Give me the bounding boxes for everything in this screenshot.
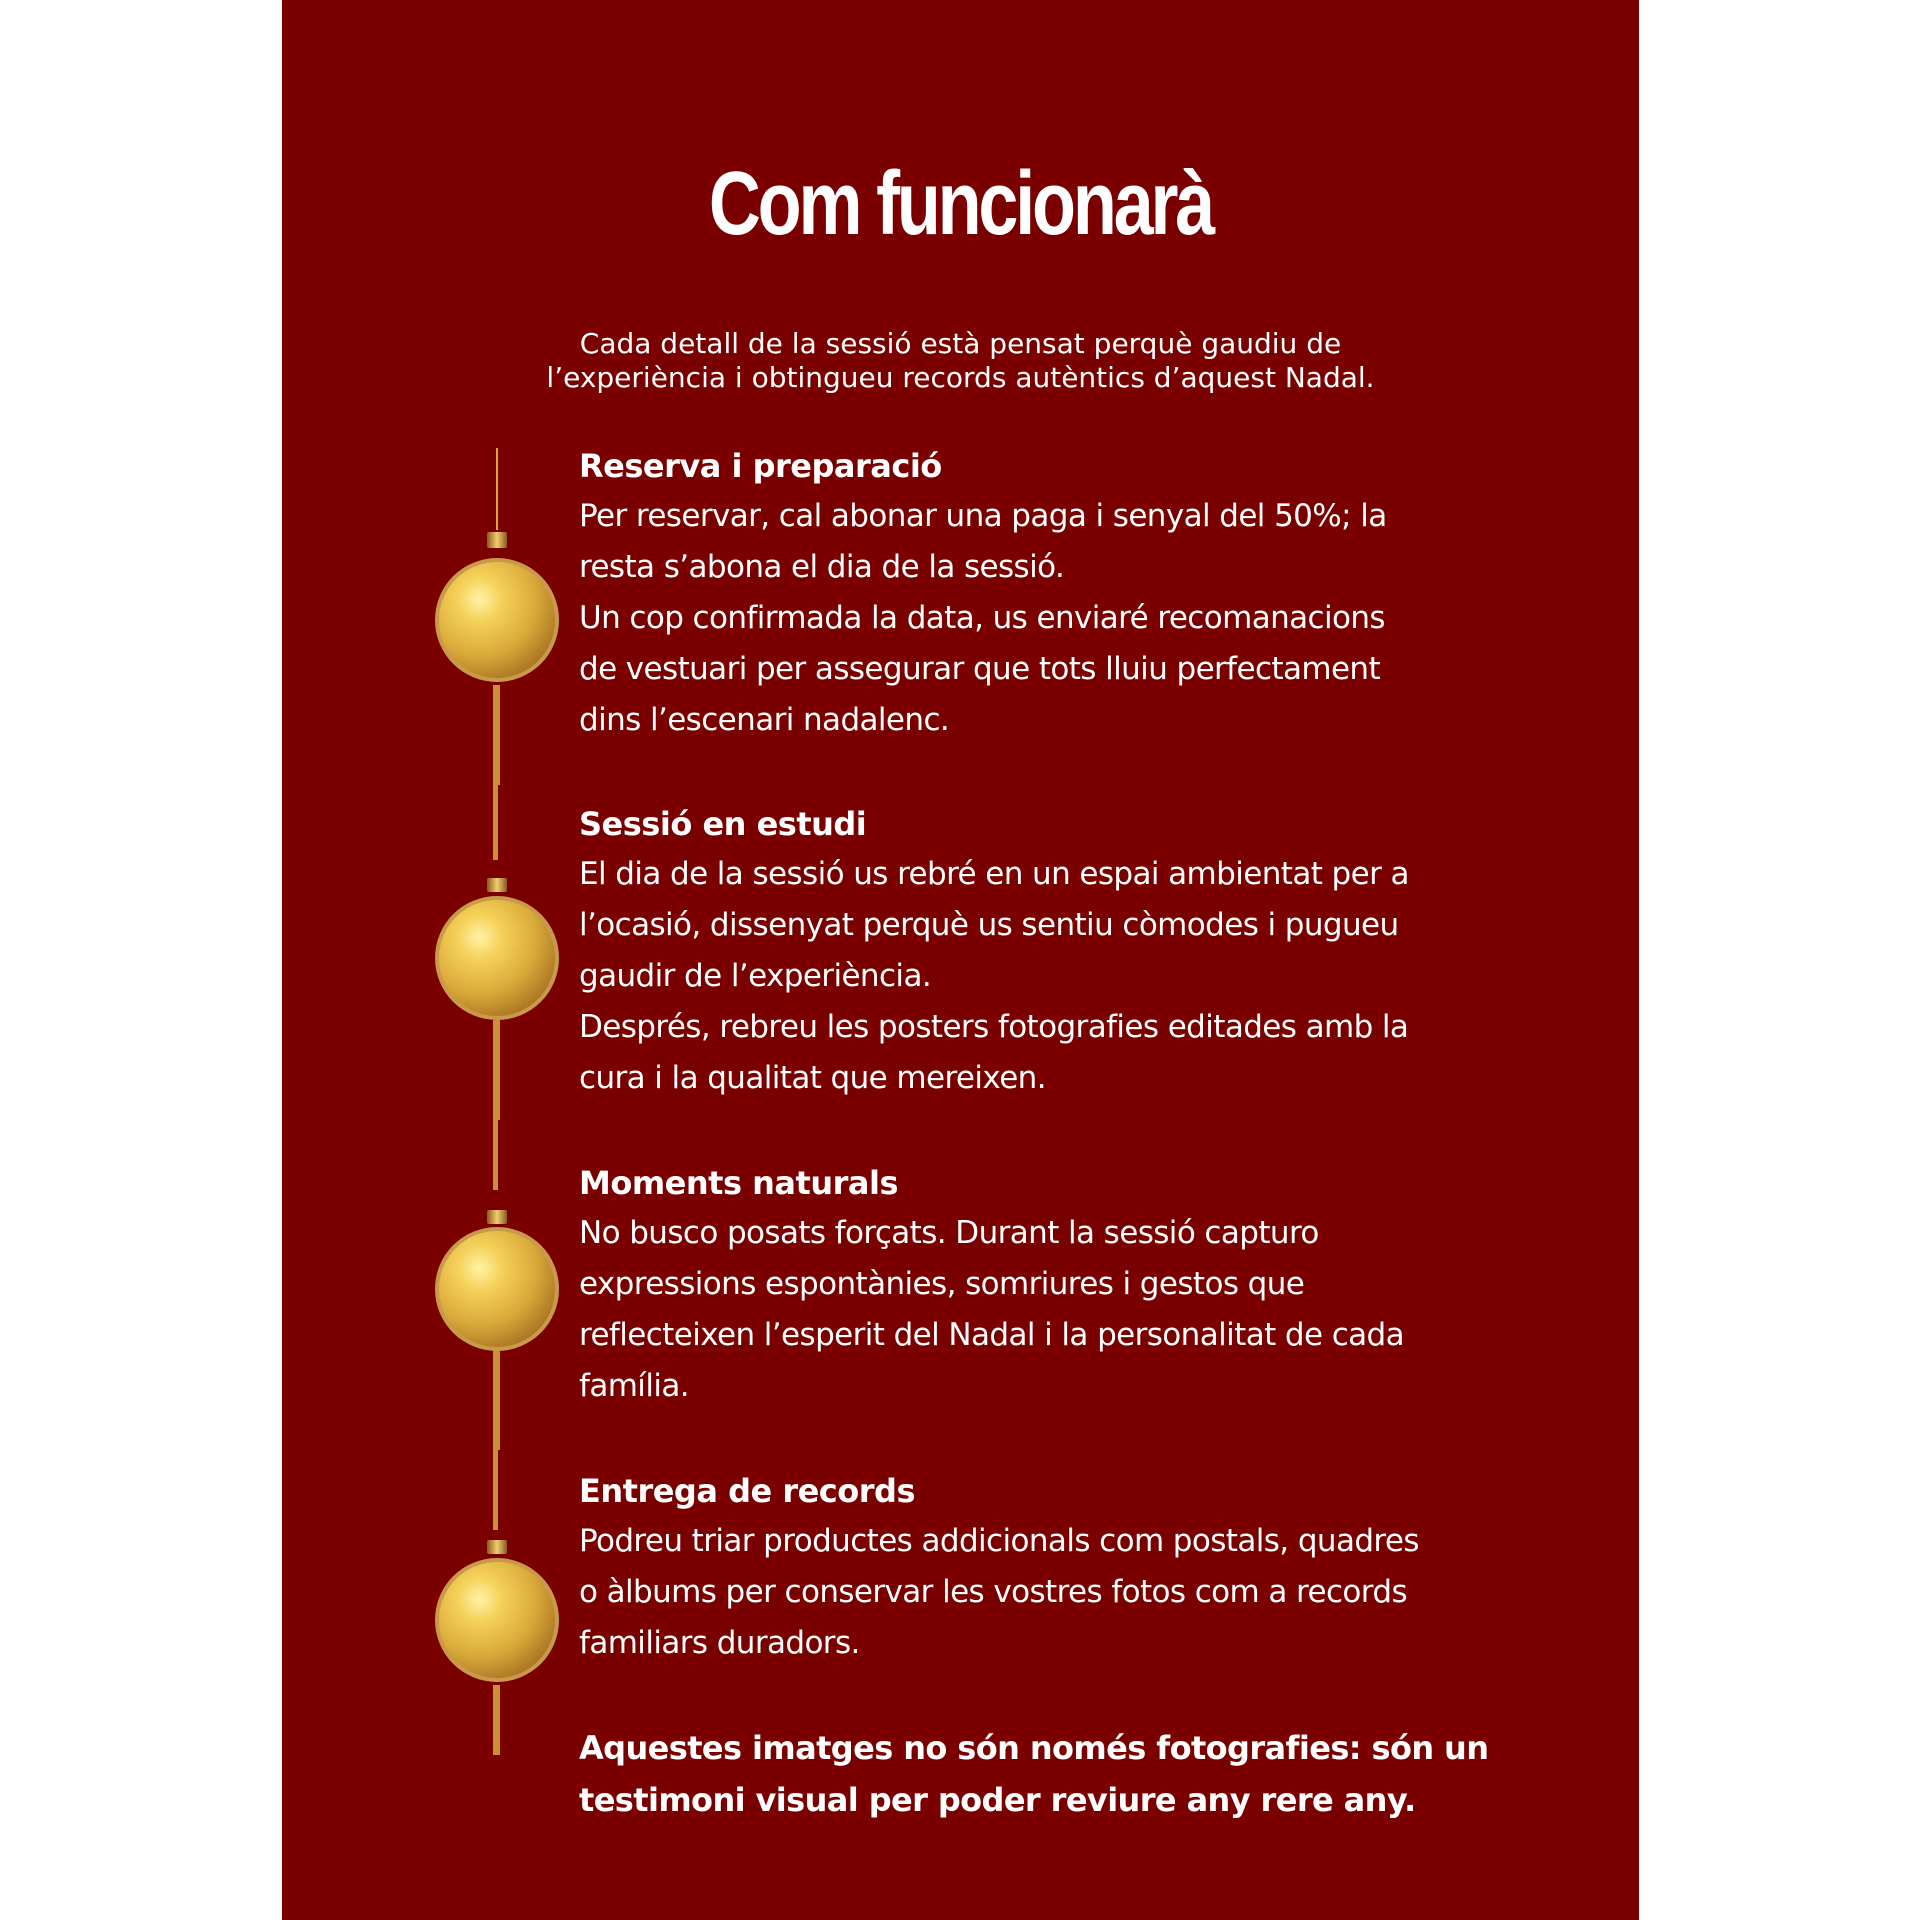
body-line: resta s’abona el dia de la sessió.: [579, 549, 1065, 585]
body-line: o àlbums per conservar les vostres fotos com a records: [579, 1574, 1408, 1610]
body-line: família.: [579, 1368, 689, 1404]
body-line: expressions espontànies, somriures i gestos que: [579, 1266, 1305, 1302]
section-heading: Moments naturals: [579, 1164, 898, 1202]
body-line: No busco posats forçats. Durant la sessió capturo: [579, 1215, 1319, 1251]
section-sessio: [579, 799, 1579, 1104]
body-line: reflecteixen l’esperit del Nadal i la personalitat de cada: [579, 1317, 1405, 1353]
section-body: [579, 1516, 1579, 1669]
section-moments: [579, 1158, 1579, 1412]
closing-statement: [579, 1722, 1579, 1826]
body-line: l’ocasió, dissenyat perquè us sentiu còmodes i pugueu: [579, 907, 1399, 943]
body-line: El dia de la sessió us rebré en un espai ambientat per a: [579, 856, 1409, 892]
gold-bauble-icon: [435, 532, 559, 682]
page-title: Com funcionarà: [708, 154, 1213, 254]
gold-bauble-icon: [435, 878, 559, 1020]
section-heading: Reserva i preparació: [579, 447, 942, 485]
body-line: Després, rebreu les posters fotografies editades amb la: [579, 1009, 1409, 1045]
body-line: dins l’escenari nadalenc.: [579, 702, 950, 738]
page-subtitle: [382, 327, 1539, 395]
section-body: [579, 1208, 1579, 1412]
poster-page: [282, 0, 1639, 1920]
body-line: de vestuari per assegurar que tots lluiu perfectament: [579, 651, 1381, 687]
closing-line: testimoni visual per poder reviure any rere any.: [579, 1781, 1416, 1819]
body-line: cura i la qualitat que mereixen.: [579, 1060, 1046, 1096]
section-heading: Entrega de records: [579, 1472, 915, 1510]
body-line: Podreu triar productes addicionals com postals, quadres: [579, 1523, 1419, 1559]
subtitle-line: l’experiència i obtingueu records autèntics d’aquest Nadal.: [546, 361, 1375, 394]
body-line: Per reservar, cal abonar una paga i senyal del 50%; la: [579, 498, 1387, 534]
bauble-garland: [432, 440, 562, 1760]
gold-bauble-icon: [435, 1210, 559, 1351]
section-body: [579, 491, 1579, 746]
gold-bauble-icon: [435, 1540, 559, 1682]
section-heading: Sessió en estudi: [579, 805, 867, 843]
section-reserva: [579, 441, 1579, 746]
section-body: [579, 849, 1579, 1104]
body-line: Un cop confirmada la data, us enviaré recomanacions: [579, 600, 1385, 636]
body-line: gaudir de l’experiència.: [579, 958, 932, 994]
section-entrega: [579, 1466, 1579, 1669]
body-line: familiars duradors.: [579, 1625, 860, 1661]
subtitle-line: Cada detall de la sessió està pensat perquè gaudiu de: [579, 327, 1342, 360]
closing-line: Aquestes imatges no són només fotografies: són un: [579, 1729, 1489, 1767]
